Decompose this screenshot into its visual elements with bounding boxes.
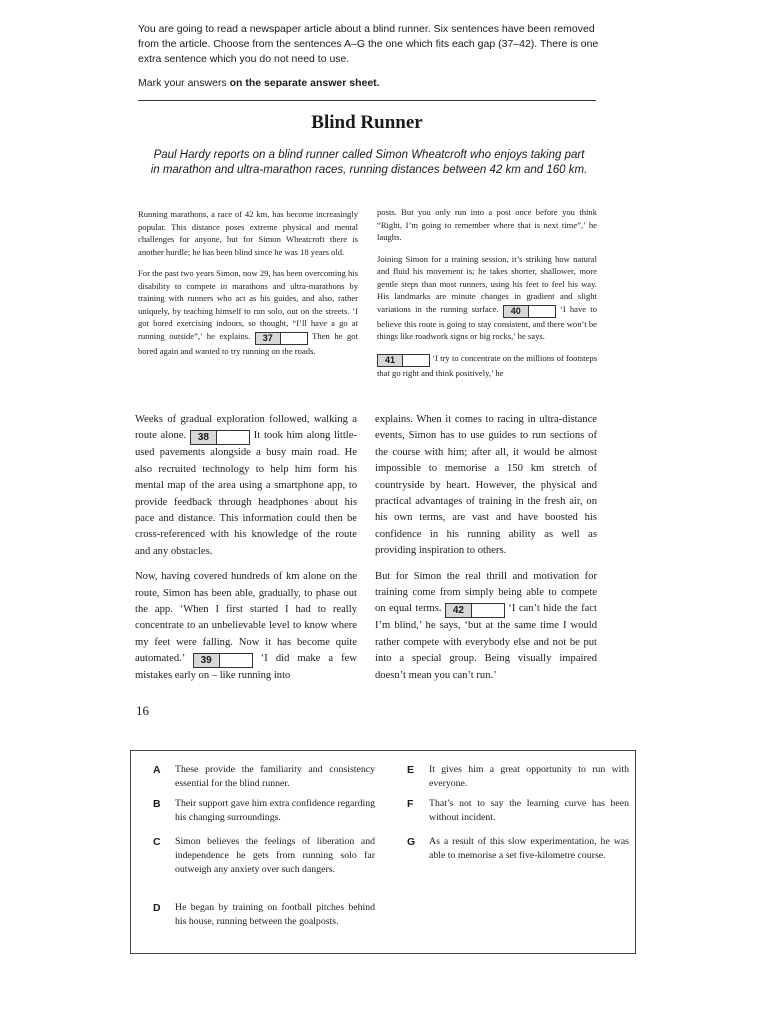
option-text: Their support gave him extra confidence regarding his changing surroundings. (175, 798, 375, 824)
option-text: That’s not to say the learning curve has been without incident. (429, 798, 629, 824)
option-letter: D (153, 902, 161, 914)
gap-number: 37 (256, 333, 281, 344)
option-d[interactable] (153, 901, 375, 929)
page-number: 16 (136, 703, 149, 718)
paragraph-text: It took him along little-used pavements alongside a busy main road. He also recruited technology to help him form his mental map of the area using a smartphone app, to provide feedback through headphones about his pace and distance. This information could then be cross-referenced with his knowledge of the route and any obstacles. (135, 430, 357, 557)
answer-sheet-note (138, 76, 610, 91)
option-c[interactable] (153, 835, 375, 878)
paragraph-text: Weeks of gradual exploration followed, walking a route alone. (135, 414, 357, 442)
paragraph (135, 412, 357, 560)
article-subtitle: Paul Hardy reports on a blind runner called Simon Wheatcroft who enjoys taking part in marathon and ultra-marathon races, running distances between 42 km and 160 km. (150, 149, 588, 176)
options-box (130, 750, 636, 954)
instructions-text: You are going to read a newspaper article about a blind runner. Six sentences have been removed from the article. Choose from the sentences A–G the one which fits each gap (37–42). There is one extra sentence which you do not need to use. (138, 23, 599, 65)
option-letter: B (153, 798, 161, 810)
gap-number: 40 (504, 306, 529, 317)
option-letter: C (153, 836, 161, 848)
option-text: He began by training on football pitches behind his house, running between the goalposts. (175, 902, 375, 928)
paragraph (377, 352, 597, 380)
gap-42[interactable] (445, 603, 505, 618)
option-text: Simon believes the feelings of liberation and independence he gets from running solo far outweigh any anxiety over such dangers. (175, 836, 375, 876)
paragraph: explains. When it comes to racing in ultra-distance events, Simon has to use guides to run sections of the course with him; after all, it would be almost impossible to memorise a 150 km stretch of countryside by heart. However, the physical and practical advantages of training in the fresh air, on his own terms, are vast and have boosted his confidence in his running ability as well as providing inspiration to others. (375, 414, 597, 557)
gap-39[interactable] (193, 653, 253, 668)
option-text: It gives him a great opportunity to run with everyone. (429, 764, 629, 790)
paragraph-text: ‘I can’t hide the fact I’m blind,’ he says, ‘but at the same time I would rather compete with everybody else and not be put into a special group. Being visually impaired doesn’t mean you can’t run.’ (375, 603, 597, 681)
paragraph-text: ‘I try to concentrate on the millions of footsteps that go right and think positively,’ he (377, 352, 597, 378)
gap-40[interactable] (503, 305, 556, 318)
gap-37[interactable] (255, 332, 308, 345)
option-text: As a result of this slow experimentation, he was able to memorise a set five-kilometre course. (429, 836, 629, 862)
gap-38[interactable] (190, 430, 250, 445)
answer-sheet-note-start: Mark your answers (138, 77, 230, 89)
gap-number: 42 (446, 604, 472, 617)
gap-number: 39 (194, 654, 220, 667)
paragraph: posts. But you only run into a post once before you think “Right, I’m going to remember where that is next time”,’ he laughs. (377, 207, 597, 242)
left-column-top (138, 208, 358, 366)
paragraph-text: ‘I have to believe this route is going to stay consistent, and there won’t be things like roadwork signs or big rocks,’ he says. (377, 303, 597, 341)
answer-sheet-note-bold: on the separate answer sheet. (229, 77, 380, 89)
option-f[interactable] (407, 797, 629, 825)
option-letter: E (407, 764, 415, 776)
paragraph-text: ‘I did make a few mistakes early on – like running into (135, 653, 357, 682)
paragraph (135, 569, 357, 684)
article-title: Blind Runner (311, 112, 423, 133)
option-e[interactable] (407, 763, 629, 791)
paragraph (377, 253, 597, 343)
paragraph-text: Now, having covered hundreds of km alone on the route, Simon has been able, gradually, to phase out the app. ‘When I first started I had to really concentrate to an unbelievable level to know where my feet were falling. Now it has become quite automated.’ (135, 571, 357, 665)
gap-41[interactable] (377, 354, 430, 367)
paragraph-text: Joining Simon for a training session, it’s striking how natural and fluid his movement is; he takes shorter, shallower, more gentle steps than most runners, using his feet to feel his way. His landmarks are minute changes in gradient and slight variations in the running surface. (377, 253, 597, 314)
paragraph: Running marathons, a race of 42 km, has become increasingly popular. This distance poses extreme physical and mental challenges for anyone, but for Simon Wheatcroft there is another hurdle; he has been blind since he was 18 years old. (138, 209, 358, 257)
option-letter: G (407, 836, 416, 848)
left-column-bottom (135, 412, 357, 694)
gap-number: 38 (191, 431, 217, 444)
paragraph-text: But for Simon the real thrill and motivation for training come from simply being able to compete on equal terms. (375, 570, 597, 615)
option-letter: A (153, 764, 161, 776)
option-g[interactable] (407, 835, 629, 863)
paragraph-text: Then he got bored again and wanted to try running on the roads. (138, 330, 358, 356)
option-a[interactable] (153, 763, 375, 791)
paragraph (138, 267, 358, 357)
option-letter: F (407, 798, 414, 810)
option-text: These provide the familiarity and consistency essential for the blind runner. (175, 764, 375, 790)
gap-number: 41 (378, 355, 403, 366)
paragraph-text: For the past two years Simon, now 29, has been overcoming his disability to compete in marathons and ultra-marathons by training with runners who act as his guides, and also, rather uniquely, by teaching himself to run solo, out on the streets. ‘I got bored exercising indoors, so thought, “I’ll have a go at running outside”,’ he explains. (138, 268, 358, 341)
option-b[interactable] (153, 797, 375, 825)
instructions (138, 22, 610, 100)
right-column-top (377, 206, 597, 388)
divider (138, 100, 596, 101)
paragraph (375, 569, 597, 684)
right-column-bottom (375, 412, 597, 693)
